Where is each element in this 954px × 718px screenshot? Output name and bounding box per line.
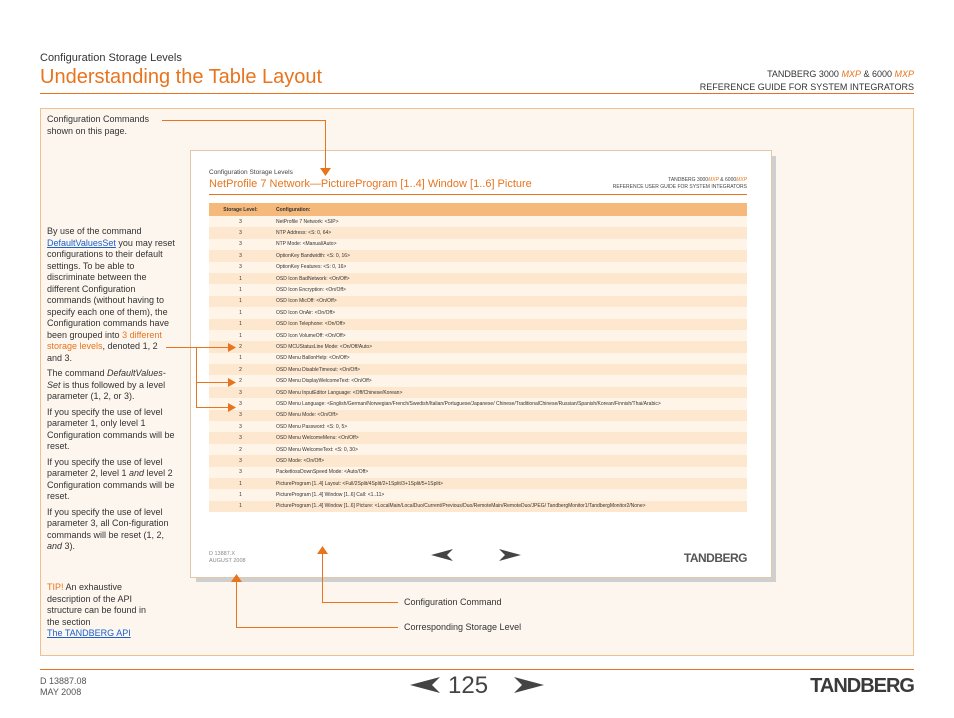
storage-level-cell: 3	[209, 387, 272, 398]
config-table	[209, 203, 747, 512]
table-row	[209, 227, 747, 238]
thumbnail-brand-mid: & 6000	[718, 177, 737, 183]
callout-line-command-v	[322, 552, 323, 602]
thumbnail-title: NetProfile 7 Network—PictureProgram [1..4] Window [1..6] Picture	[209, 178, 532, 190]
callout-line-commands-v	[325, 120, 326, 172]
intro-text-post: you may reset configurations to their default settings. To be able to discriminate between the different Configuration commands (without having to specify each one of them), the Configuration commands have been grouped into	[47, 237, 175, 340]
intro-text-end: , denoted 1, 2 and 3.	[47, 341, 158, 363]
thumbnail-logo: TANDBERG	[683, 551, 747, 565]
configuration-cell: OSD Menu BallonHelp: <On/Off>	[272, 353, 747, 364]
p4-text-a: If you specify the use of level parameter 2, level 1	[47, 456, 163, 478]
configuration-cell: OSD Menu InputEditor Language: <Off/Chinese/Korean>	[272, 387, 747, 398]
configuration-cell: OSD Mode: <On/Off>	[272, 455, 747, 466]
p2-text-c: is thus followed by a level parameter (1, 2, or 3).	[47, 379, 166, 401]
tandberg-api-link[interactable]: The TANDBERG API	[47, 628, 131, 638]
table-row	[209, 398, 747, 409]
callout-line-commands-h	[162, 120, 326, 121]
table-row	[209, 410, 747, 421]
configuration-cell: OSD Icon Telephone: <On/Off>	[272, 319, 747, 330]
table-body	[209, 216, 747, 512]
thumbnail-divider	[209, 194, 747, 195]
storage-level-cell: 1	[209, 273, 272, 284]
callout-line-command-h	[322, 602, 398, 603]
table-row	[209, 455, 747, 466]
storage-level-cell: 3	[209, 250, 272, 261]
table-row	[209, 353, 747, 364]
table-row	[209, 432, 747, 443]
storage-level-cell: 1	[209, 296, 272, 307]
configuration-cell: OSD Icon Encryption: <On/Off>	[272, 284, 747, 295]
paragraph-5	[47, 507, 175, 553]
table-row	[209, 216, 747, 227]
storage-level-cell: 3	[209, 227, 272, 238]
storage-level-cell: 3	[209, 455, 272, 466]
configuration-cell: NTP Address: <S: 0, 64>	[272, 227, 747, 238]
tip-note	[47, 582, 157, 640]
configuration-cell: OSD Menu Mode: <On/Off>	[272, 410, 747, 421]
storage-level-cell: 3	[209, 239, 272, 250]
thumbnail-brand	[613, 177, 747, 191]
header-divider	[40, 93, 914, 94]
storage-level-cell: 3	[209, 262, 272, 273]
table-row	[209, 387, 747, 398]
storage-level-cell: 1	[209, 284, 272, 295]
table-row	[209, 319, 747, 330]
table-row	[209, 421, 747, 432]
arrow-up-icon	[231, 574, 242, 582]
tip-text: An exhaustive description of the API structure can be found in the section	[47, 582, 147, 627]
callout-line-levels-v	[196, 347, 197, 407]
footer-doc-number: D 13887.08	[40, 676, 87, 686]
table-row	[209, 478, 747, 489]
configuration-cell: OSD Icon OnAir: <On/Off>	[272, 307, 747, 318]
footer-date: MAY 2008	[40, 687, 82, 697]
brand-mxp-2: MXP	[894, 69, 914, 79]
storage-level-cell: 1	[209, 489, 272, 500]
table-row	[209, 444, 747, 455]
brand-mid: & 6000	[860, 69, 895, 79]
storage-level-cell: 3	[209, 398, 272, 409]
intro-text-pre: By use of the command	[47, 226, 142, 236]
callout-configuration-command: Configuration Command	[404, 597, 502, 607]
thumbnail-date: AUGUST 2008	[209, 558, 246, 564]
storage-level-cell: 1	[209, 478, 272, 489]
storage-level-header: Storage Level:	[209, 203, 272, 216]
configuration-cell: NetProfile 7 Network: <SIP>	[272, 216, 747, 227]
p5-text-c: 3).	[62, 541, 76, 551]
thumbnail-doc-number: D 13887.X	[209, 551, 235, 557]
configuration-cell: PacketlossDownSpeed Mode: <Auto/Off>	[272, 467, 747, 478]
callout-line-level-v	[236, 580, 237, 627]
paragraph-4	[47, 457, 175, 503]
paragraph-2	[47, 368, 175, 403]
footer-divider	[40, 669, 914, 670]
storage-level-cell: 1	[209, 330, 272, 341]
storage-level-cell: 2	[209, 375, 272, 386]
p4-text-c: level 2 Configuration commands will be reset.	[47, 468, 175, 501]
storage-level-cell: 3	[209, 216, 272, 227]
p2-command: DefaultValues-Set	[47, 368, 166, 390]
configuration-cell: PictureProgram [1..4] Window [1..6] Call: <1..11>	[272, 489, 747, 500]
arrow-right-icon	[228, 403, 236, 412]
configuration-cell: OptionKey Bandwidth: <S: 0, 16>	[272, 250, 747, 261]
storage-level-cell: 1	[209, 353, 272, 364]
thumbnail-page	[190, 150, 772, 578]
configuration-cell: PictureProgram [1..4] Layout: <Full/2Split/4Split/2+1Split/3+1Split/5+1Split>	[272, 478, 747, 489]
configuration-cell: OSD Menu DisplayWelcomeText: <On/Off>	[272, 375, 747, 386]
callout-arrow-down-icon	[320, 168, 331, 176]
table-row	[209, 250, 747, 261]
brand-prefix: TANDBERG 3000	[767, 69, 842, 79]
table-row	[209, 489, 747, 500]
configuration-cell: OptionKey Features: <S: 0, 16>	[272, 262, 747, 273]
configuration-cell: OSD Menu WelcomeMenu: <On/Off>	[272, 432, 747, 443]
brand-mxp-1: MXP	[841, 69, 861, 79]
table-row	[209, 296, 747, 307]
configuration-header: Configuration:	[272, 203, 747, 216]
configuration-cell: OSD Menu WelcomeText: <S: 0, 30>	[272, 444, 747, 455]
page-number: 125	[448, 672, 489, 699]
default-values-set-link[interactable]: DefaultValuesSet	[47, 237, 116, 248]
table-row	[209, 239, 747, 250]
previous-page-icon[interactable]	[410, 677, 440, 693]
storage-level-notes	[47, 226, 175, 553]
section-label: Configuration Storage Levels	[40, 52, 182, 64]
table-header-row	[209, 203, 747, 216]
storage-level-cell: 2	[209, 444, 272, 455]
paragraph-3: If you specify the use of level parameter 1, only level 1 Configuration commands will be reset.	[47, 406, 175, 451]
thumbnail-brand-prefix: TANDBERG 3000	[668, 177, 709, 183]
table-row	[209, 467, 747, 478]
storage-level-cell: 2	[209, 364, 272, 375]
table-row	[209, 273, 747, 284]
storage-level-cell: 3	[209, 467, 272, 478]
storage-level-cell: 1	[209, 307, 272, 318]
table-row	[209, 284, 747, 295]
p2-text-a: The command	[47, 368, 108, 378]
footer-doc-info	[40, 676, 87, 698]
arrow-up-icon	[317, 546, 328, 554]
brand-header	[700, 68, 914, 94]
callout-line-level-2	[196, 382, 232, 383]
thumbnail-nav	[431, 549, 521, 564]
callout-line-levels-h	[166, 347, 196, 348]
thumbnail-brand-mxp-1: MXP	[708, 177, 719, 183]
table-row	[209, 307, 747, 318]
storage-level-cell: 3	[209, 421, 272, 432]
config-commands-note: Configuration Commands shown on this page.	[47, 114, 150, 136]
configuration-cell: NTP Mode: <Manual/Auto>	[272, 239, 747, 250]
configuration-cell: OSD Icon BadNetwork: <On/Off>	[272, 273, 747, 284]
tip-label: TIP!	[47, 582, 64, 592]
configuration-cell: OSD Menu Password: <S: 0, 5>	[272, 421, 747, 432]
intro-paragraph	[47, 226, 175, 364]
brand-subtitle: REFERENCE GUIDE FOR SYSTEM INTEGRATORS	[699, 82, 914, 92]
thumbnail-footer	[209, 551, 246, 565]
arrow-right-icon	[228, 343, 236, 352]
storage-level-cell: 1	[209, 319, 272, 330]
thumbnail-brand-mxp-2: MXP	[736, 177, 747, 183]
callout-storage-level: Corresponding Storage Level	[404, 622, 522, 632]
configuration-cell: OSD Icon MicOff: <On/Off>	[272, 296, 747, 307]
storage-level-cell: 2	[209, 341, 272, 352]
callout-line-level-h	[236, 627, 398, 628]
footer-logo: TANDBERG	[810, 675, 914, 697]
table-row	[209, 501, 747, 512]
callout-line-level-3	[196, 407, 232, 408]
table-row	[209, 330, 747, 341]
callout-line-level-1	[196, 347, 232, 348]
configuration-cell: OSD Icon VolumeOff: <On/Off>	[272, 330, 747, 341]
storage-level-cell: 1	[209, 501, 272, 512]
thumbnail-section: Configuration Storage Levels	[209, 169, 293, 176]
p4-and: and	[129, 468, 145, 478]
storage-levels-highlight: 3 different storage levels	[47, 329, 162, 351]
storage-level-cell: 3	[209, 432, 272, 443]
configuration-cell: OSD Menu Language: <English/German/Norwegian/French/Swedish/Italian/Portuguese/Japanese/ Chinese/TraditionalChinese/Russian/Spanish/Korean/Finnish/Thai/Arabic>	[272, 398, 747, 409]
arrow-right-icon	[228, 378, 236, 387]
table-row	[209, 341, 747, 352]
configuration-cell: PictureProgram [1..4] Window [1..6] Picture: <LocalMain/LocalDuo/Current/Previous/Duo/RemoteMain/RemoteDuo/JPEG/ TandbergMonitor1/TandbergMonitor2/None>	[272, 501, 747, 512]
table-row	[209, 262, 747, 273]
page-title: Understanding the Table Layout	[40, 66, 323, 88]
table-row	[209, 364, 747, 375]
table-row	[209, 375, 747, 386]
configuration-cell: OSD MCUStatusLine Mode: <On/Off/Auto>	[272, 341, 747, 352]
thumbnail-brand-subtitle: REFERENCE USER GUIDE FOR SYSTEM INTEGRATORS	[612, 184, 747, 190]
thumbnail-nav-arrows-icon	[431, 549, 521, 561]
p5-and: and	[47, 541, 63, 551]
configuration-cell: OSD Menu DisableTimeout: <On/Off>	[272, 364, 747, 375]
next-page-icon[interactable]	[514, 677, 544, 693]
p5-text-a: If you specify the use of level parameter 3, all Con-figuration commands will be reset (1, 2,	[47, 506, 169, 540]
storage-level-cell: 3	[209, 410, 272, 421]
